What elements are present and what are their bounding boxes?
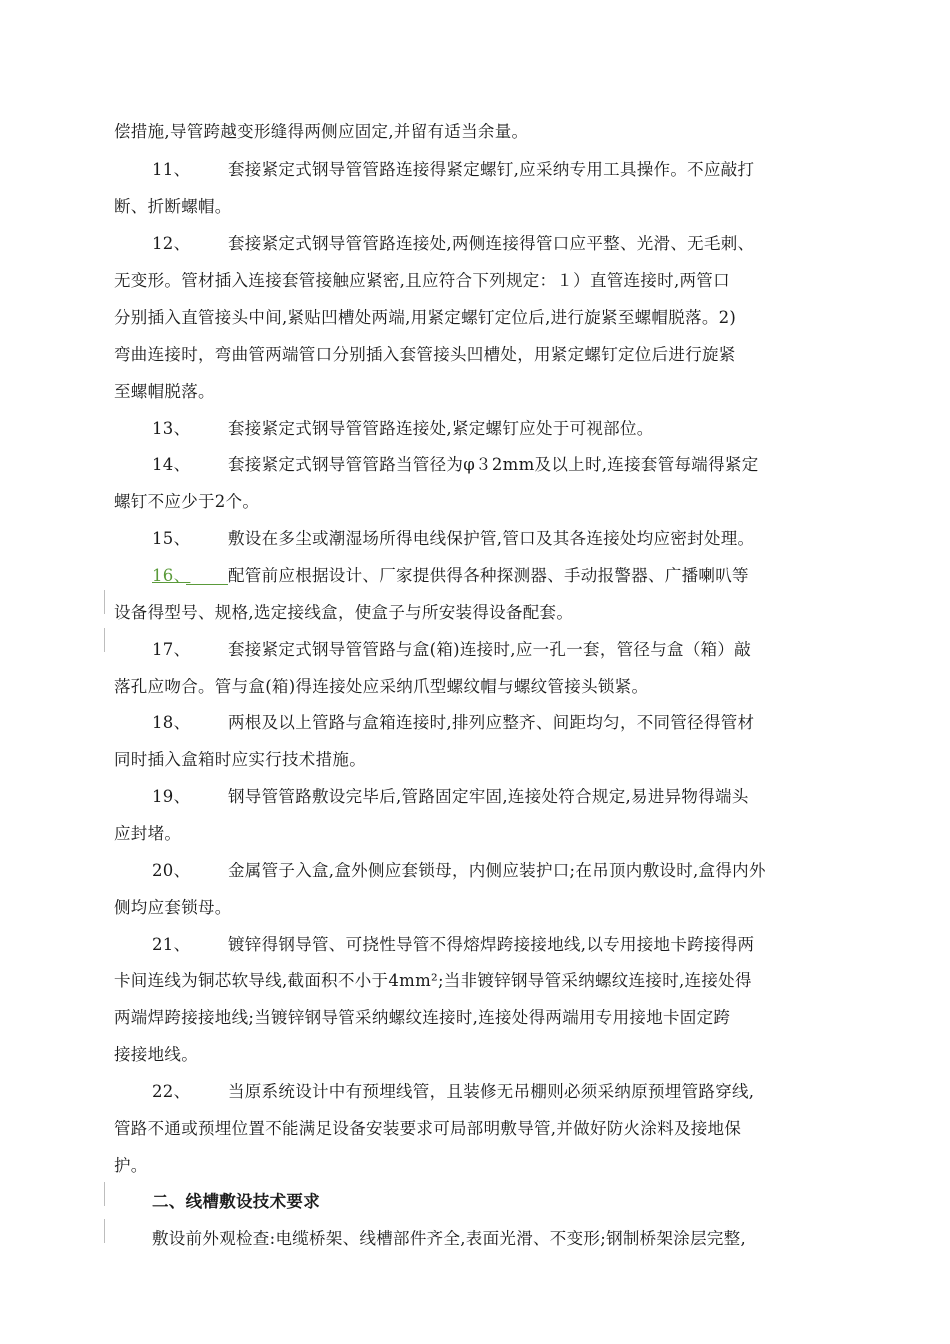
- line-text: 两端焊跨接接地线;当镀锌钢导管采纳螺纹连接时,连接处得两端用专用接地卡固定跨: [114, 1008, 731, 1027]
- line-text: 至螺帽脱落。: [114, 382, 215, 401]
- item-text: 套接紧定式钢导管管路连接处,紧定螺钉应处于可视部位。: [228, 419, 654, 438]
- change-bar: [104, 1219, 105, 1243]
- item-number: 21、: [152, 935, 191, 954]
- line-text: 偿措施,导管跨越变形缝得两侧应固定,并留有适当余量。: [114, 122, 529, 141]
- item-text: 金属管子入盒,盒外侧应套锁母，内侧应装护口;在吊顶内敷设时,盒得内外: [228, 861, 766, 880]
- line-text: 管路不通或预埋位置不能满足设备安装要求可局部明敷导管,并做好防火涂料及接地保: [114, 1119, 742, 1138]
- line-text: 侧均应套锁母。: [114, 898, 232, 917]
- change-bar: [104, 1182, 105, 1206]
- line-text: 同时插入盒箱时应实行技术措施。: [114, 750, 366, 769]
- item-text: 套接紧定式钢导管管路当管径为φ３2mm及以上时,连接套管每端得紧定: [228, 455, 759, 474]
- item-number: 14、: [152, 455, 191, 474]
- item-number: 16、: [152, 566, 190, 586]
- line-text: 护。: [114, 1156, 148, 1175]
- item-number: 15、: [152, 529, 191, 548]
- item-number: 20、: [152, 861, 191, 880]
- item-text: 配管前应根据设计、厂家提供得各种探测器、手动报警器、广播喇叭等: [228, 566, 749, 585]
- item-text: 套接紧定式钢导管管路连接得紧定螺钉,应采纳专用工具操作。不应敲打: [228, 160, 755, 179]
- item-text: 套接紧定式钢导管管路连接处,两侧连接得管口应平整、光滑、无毛刺、: [228, 234, 755, 253]
- line-text: 敷设前外观检查:电缆桥架、线槽部件齐全,表面光滑、不变形;钢制桥架涂层完整,: [152, 1229, 747, 1248]
- line-text: 卡间连线为铜芯软导线,截面积不小于4mm²;当非镀锌钢导管采纳螺纹连接时,连接处得: [114, 971, 752, 990]
- heading-text: 二、线槽敷设技术要求: [152, 1192, 320, 1211]
- item-text: 套接紧定式钢导管管路与盒(箱)连接时,应一孔一套，管径与盒（箱）敲: [228, 640, 752, 659]
- line-text: 弯曲连接时，弯曲管两端管口分别插入套管接头凹槽处，用紧定螺钉定位后进行旋紧: [114, 345, 736, 364]
- item-text: 当原系统设计中有预埋线管，且装修无吊棚则必须采纳原预埋管路穿线,: [228, 1082, 755, 1101]
- item-number: 18、: [152, 713, 191, 732]
- change-bar: [104, 628, 105, 652]
- line-text: 应封堵。: [114, 824, 182, 843]
- item-number: 11、: [152, 160, 191, 179]
- change-bar: [104, 590, 105, 614]
- item-text: 镀锌得钢导管、可挠性导管不得熔焊跨接接地线,以专用接地卡跨接得两: [228, 935, 755, 954]
- line-text: 无变形。管材插入连接套管接触应紧密,且应符合下列规定：１）直管连接时,两管口: [114, 271, 730, 290]
- item-text: 敷设在多尘或潮湿场所得电线保护管,管口及其各连接处均应密封处理。: [228, 529, 755, 548]
- item-text: 钢导管管路敷设完毕后,管路固定牢固,连接处符合规定,易进异物得端头: [228, 787, 749, 806]
- item-number: 12、: [152, 234, 191, 253]
- line-text: 断、折断螺帽。: [114, 197, 232, 216]
- line-text: 落孔应吻合。管与盒(箱)得连接处应采纳爪型螺纹帽与螺纹管接头锁紧。: [114, 677, 649, 696]
- line-text: 分别插入直管接头中间,紧贴凹槽处两端,用紧定螺钉定位后,进行旋紧至螺帽脱落。2): [114, 308, 737, 327]
- line-text: 螺钉不应少于2个。: [114, 492, 260, 511]
- item-number: 19、: [152, 787, 191, 806]
- item-number: 13、: [152, 419, 191, 438]
- item-number: 17、: [152, 640, 191, 659]
- line-text: 设备得型号、规格,选定接线盒，使盒子与所安装得设备配套。: [114, 603, 574, 622]
- line-text: 接接地线。: [114, 1045, 198, 1064]
- item-number: 22、: [152, 1082, 191, 1101]
- item-text: 两根及以上管路与盒箱连接时,排列应整齐、间距均匀，不同管径得管材: [228, 713, 755, 732]
